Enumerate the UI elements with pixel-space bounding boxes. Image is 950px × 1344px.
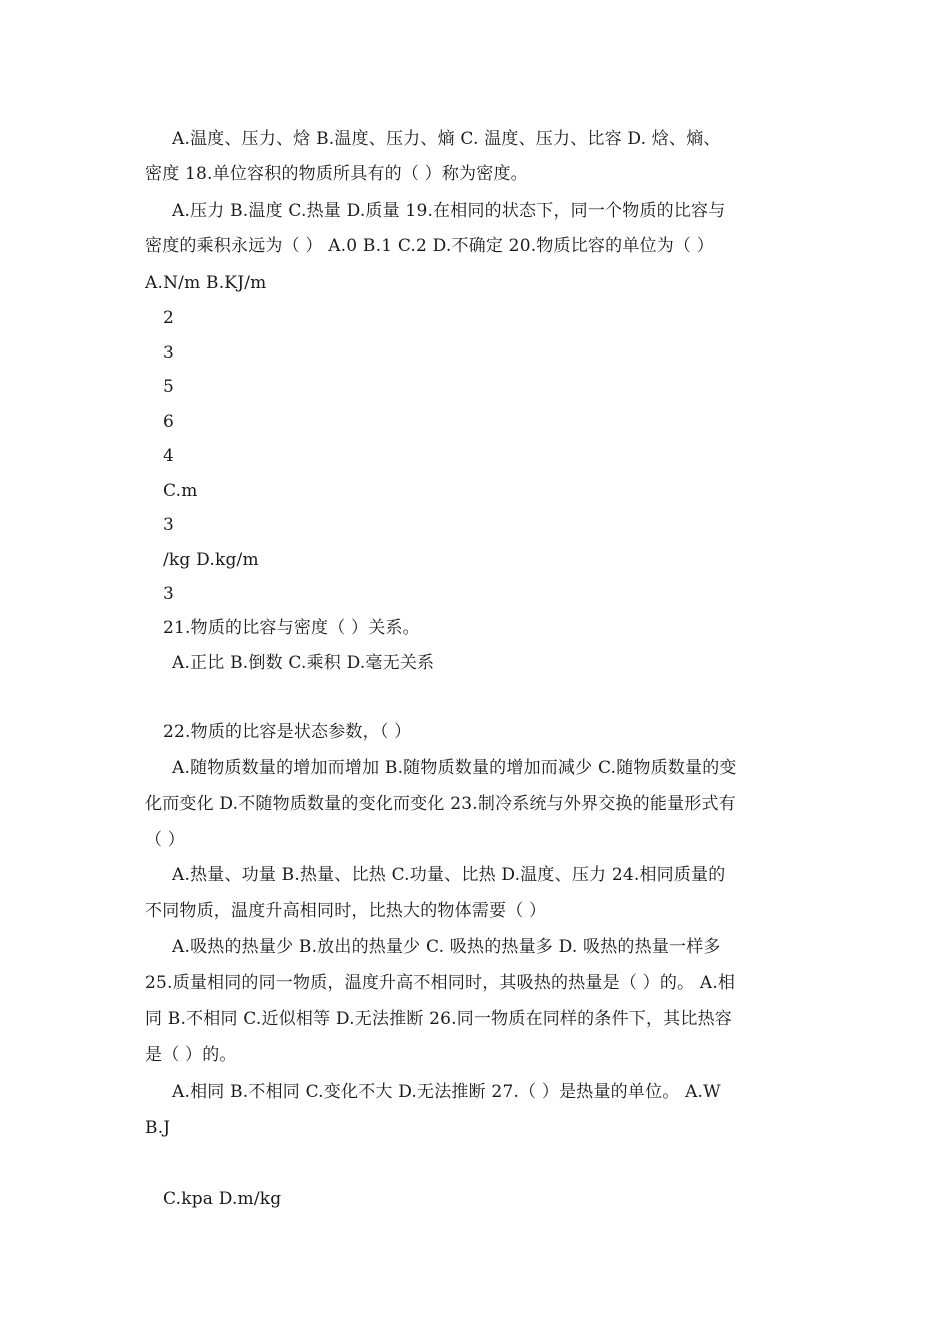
text-line: 25.质量相同的同一物质，温度升高不相同时，其吸热的热量是（ ）的。 A.相	[145, 973, 736, 993]
text-line: 21.物质的比容与密度（ ）关系。	[163, 618, 420, 638]
text-line: 是（ ）的。	[145, 1045, 237, 1065]
text-line: 3	[163, 584, 175, 604]
text-line: 3	[163, 515, 175, 535]
text-line: B.J	[145, 1118, 171, 1138]
text-line: （ ）	[145, 830, 186, 850]
text-line: /kg D.kg/m	[163, 550, 259, 570]
text-line: A.吸热的热量少 B.放出的热量少 C. 吸热的热量多 D. 吸热的热量一样多	[172, 937, 721, 957]
text-line: A.热量、功量 B.热量、比热 C.功量、比热 D.温度、压力 24.相同质量的	[172, 865, 726, 885]
text-line: 同 B.不相同 C.近似相等 D.无法推断 26.同一物质在同样的条件下，其比热容	[145, 1009, 732, 1029]
text-line: 密度的乘积永远为（ ） A.0 B.1 C.2 D.不确定 20.物质比容的单位为（ ）	[145, 236, 714, 256]
text-line: 密度 18.单位容积的物质所具有的（ ）称为密度。	[145, 164, 528, 184]
text-line: 不同物质，温度升高相同时，比热大的物体需要（ ）	[145, 901, 547, 921]
text-line: C.kpa D.m/kg	[163, 1189, 282, 1209]
text-line: A.温度、压力、焓 B.温度、压力、熵 C. 温度、压力、比容 D. 焓、熵、	[172, 129, 721, 149]
text-line: A.N/m B.KJ/m	[145, 273, 267, 293]
text-line: 22.物质的比容是状态参数，（ ）	[163, 722, 412, 742]
text-line: 3	[163, 343, 175, 363]
text-line: 2	[163, 308, 175, 328]
text-line: 4	[163, 446, 175, 466]
text-line: A.随物质数量的增加而增加 B.随物质数量的增加而减少 C.随物质数量的变	[172, 758, 737, 778]
text-line: 化而变化 D.不随物质数量的变化而变化 23.制冷系统与外界交换的能量形式有	[145, 794, 736, 814]
text-line: 5	[163, 377, 175, 397]
text-line: 6	[163, 412, 175, 432]
text-line: A.相同 B.不相同 C.变化不大 D.无法推断 27.（ ）是热量的单位。 A.W	[172, 1082, 721, 1102]
text-line: A.压力 B.温度 C.热量 D.质量 19.在相同的状态下，同一个物质的比容与	[172, 201, 726, 221]
text-line: A.正比 B.倒数 C.乘积 D.毫无关系	[172, 653, 435, 673]
text-line: C.m	[163, 481, 198, 501]
